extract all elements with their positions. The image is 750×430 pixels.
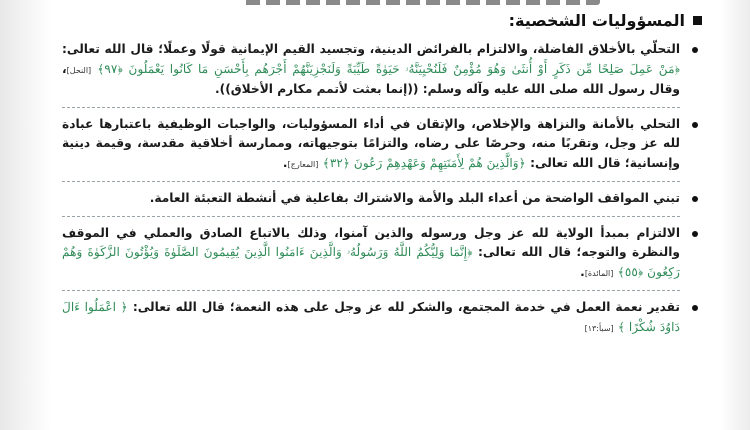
list-item xyxy=(62,298,702,338)
section-heading-text: المسؤوليات الشخصية: xyxy=(508,10,685,30)
cropped-title-text xyxy=(240,0,600,6)
item-text: التحلي بالأمانة والنزاهة والإخلاص، والإتقان في أداء المسؤوليات، والواجبات الوظيفية باعتبارها عبادة لله عز وجل، وتقربًا منه، وحرصًا على رضاه، والتزامًا بتوجيهاته، وممارسة أخلاقية مقدسة، وقيمة دينية وإنسانية؛ قال الله تعالى: xyxy=(62,116,680,170)
verse-reference: [المعارج] xyxy=(287,159,319,169)
list-item xyxy=(62,115,702,175)
quran-verse: ﴿ اعْمَلُوا ءَالَ دَاوُدَ شُكْرًا ﴾ xyxy=(62,300,680,334)
item-text-continued: ، وقال رسول الله صلى الله عليه وآله وسلم: ((إنما بعثت لأتمم مكارم الأخلاق)). xyxy=(62,61,680,96)
verse-reference: [سبأ:١٣] xyxy=(584,323,614,333)
dashed-divider xyxy=(62,290,680,291)
dashed-divider xyxy=(62,181,680,182)
item-text-continued: . xyxy=(282,155,288,170)
item-text: تقدير نعمة العمل في خدمة المجتمع، والشكر لله عز وجل على هذه النعمة؛ قال الله تعالى: xyxy=(127,300,680,314)
quran-verse: ﴿إِنَّمَا وَلِيُّكُمُ اللَّهُ وَرَسُولُهُۥ وَالَّذِينَ ءَامَنُوا الَّذِينَ يُقِيمُونَ الصَّلَوٰةَ وَيُؤْتُونَ الزَّكَوٰةَ وَهُمْ رَكِعُونَ ﴿٥٥﴾ xyxy=(62,245,680,279)
quran-verse: ﴿مَنْ عَمِلَ صَلِحًا مِّن ذَكَرٍ أَوْ أُنثَىٰ وَهُوَ مُؤْمِنٌ فَلَنُحْيِيَنَّهُۥ حَيَوٰةً طَيِّبَةً وَلَنَجْزِيَنَّهُمْ أَجْرَهُم بِأَحْسَنِ مَا كَانُوا يَعْمَلُونَ ﴿٩٧﴾ xyxy=(97,61,680,76)
item-text: الالتزام بمبدأ الولاية لله عز وجل ورسوله والذين آمنوا، وذلك بالاتباع الصادق والعملي في الموقف والنظرة والتوجه؛ قال الله تعالى: xyxy=(62,225,680,259)
bullet-icon xyxy=(692,47,698,53)
list-item xyxy=(62,189,702,209)
item-text: التحلّي بالأخلاق الفاضلة، والالتزام بالفرائض الدينية، وتجسيد القيم الإيمانية قولًا وعملًا؛ قال الله تعالى: xyxy=(62,42,680,56)
section-heading xyxy=(62,8,702,32)
page-edge-left xyxy=(0,0,52,430)
bullet-icon xyxy=(692,122,698,128)
responsibilities-list xyxy=(62,40,702,338)
page-edge-right xyxy=(720,0,750,430)
list-item xyxy=(62,224,702,284)
item-text-continued: . xyxy=(580,264,585,279)
document-content xyxy=(62,8,702,345)
verse-reference: [النحل] xyxy=(66,65,92,75)
bullet-icon xyxy=(692,305,698,311)
dashed-divider xyxy=(62,107,680,108)
bullet-icon xyxy=(692,231,698,237)
bullet-icon xyxy=(692,196,698,202)
item-text: تبني المواقف الواضحة من أعداء البلد والأمة والاشتراك بفاعلية في أنشطة التعبئة العامة. xyxy=(149,191,680,205)
list-item xyxy=(62,40,702,100)
dashed-divider xyxy=(62,216,680,217)
quran-verse: ﴿وَالَّذِينَ هُمْ لِأَمَنَتِهِمْ وَعَهْدِهِمْ رَعُونَ ﴿٣٢﴾ xyxy=(322,155,526,170)
square-bullet-icon xyxy=(693,16,702,25)
verse-reference: [المائدة] xyxy=(584,268,614,278)
